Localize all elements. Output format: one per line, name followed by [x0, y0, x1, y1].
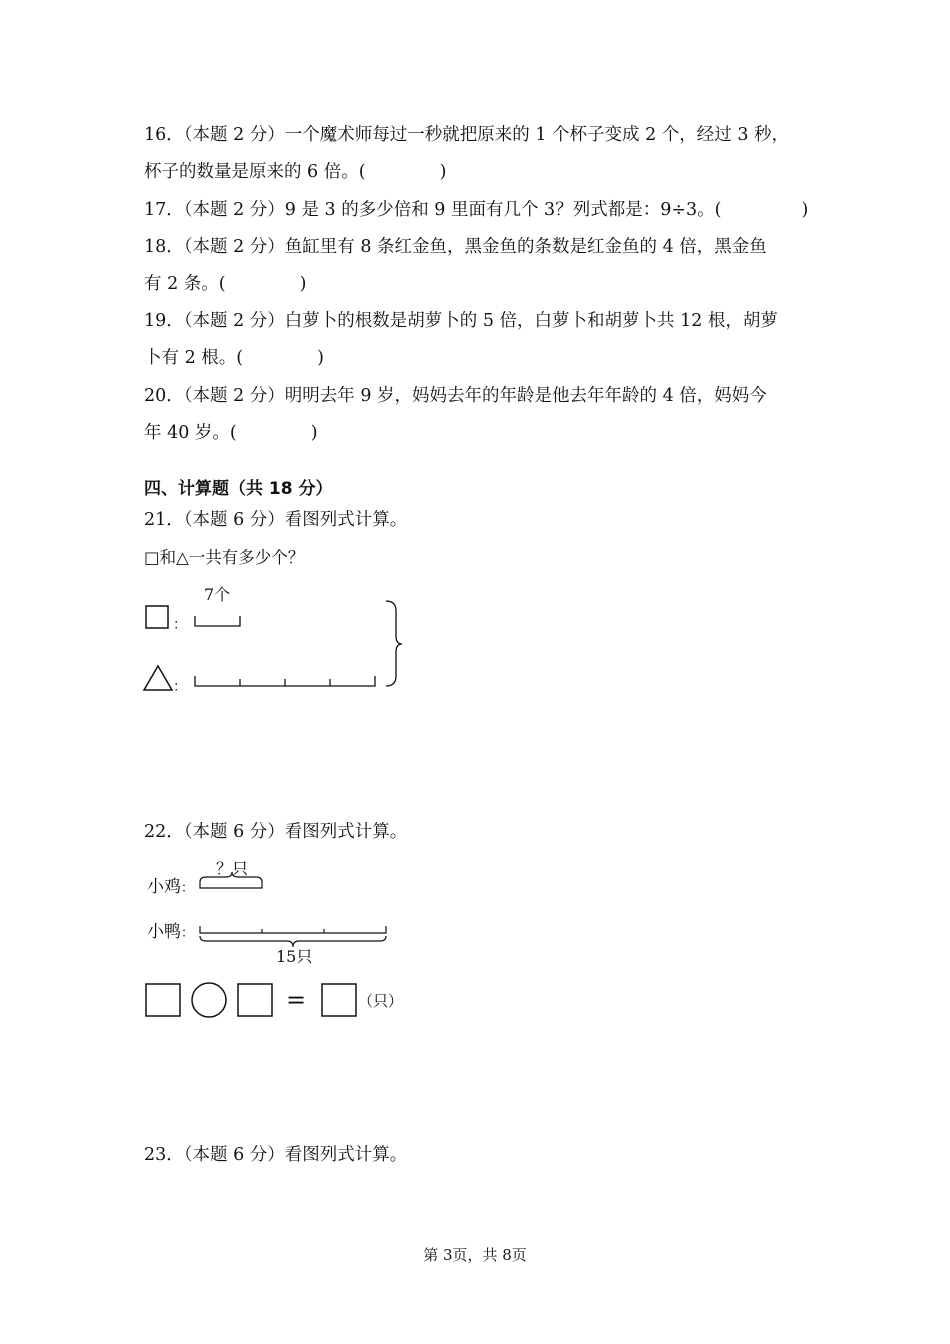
q17-close-paren: )	[801, 200, 809, 220]
q17-line1	[144, 198, 808, 222]
q21-question: □和△一共有多少个？	[144, 548, 305, 567]
q18-line2	[144, 272, 306, 296]
q21-square-segment	[195, 616, 240, 626]
q22-chick-brace-top	[200, 872, 262, 882]
q22-title: 22．（本题 6 分）看图列式计算。	[144, 822, 408, 842]
q22-duck-colon: ：	[181, 926, 195, 941]
q19-line2	[144, 346, 324, 370]
q22-diagram	[144, 852, 444, 1022]
q20-line1: 20．（本题 2 分）明明去年 9 岁，妈妈去年的年龄是他去年年龄的 4 倍，妈妈今	[144, 386, 767, 406]
q23-title: 23．（本题 6 分）看图列式计算。	[144, 1145, 408, 1165]
q21-right-brace	[386, 601, 402, 686]
q22-chick-colon: ：	[181, 881, 195, 896]
q21-title: 21．（本题 6 分）看图列式计算。	[144, 510, 408, 530]
q22-answer-box-1[interactable]	[146, 984, 180, 1016]
q22-duck-text: 小鸭	[147, 922, 181, 942]
q21-triangle-icon	[144, 666, 172, 690]
q16-line2	[144, 160, 446, 184]
q21-square-icon	[146, 606, 168, 628]
q17-line1-text: 17．（本题 2 分）9 是 3 的多少倍和 9 里面有几个 3？列式都是：9÷3。(	[144, 200, 722, 220]
q22-duck-segments	[200, 926, 386, 933]
q18-line2-text: 有 2 条。(	[144, 274, 226, 294]
q19-line1: 19．（本题 2 分）白萝卜的根数是胡萝卜的 5 倍，白萝卜和胡萝卜共 12 根，胡萝	[144, 311, 778, 331]
q22-unit: （只）	[358, 992, 404, 1010]
q16-line1: 16．（本题 2 分）一个魔术师每过一秒就把原来的 1 个杯子变成 2 个，经过 3 秒，	[144, 125, 790, 145]
q21-triangle-segments	[195, 676, 375, 686]
q20-line2-text: 年 40 岁。(	[144, 423, 237, 443]
q16-line2-text: 杯子的数量是原来的 6 倍。(	[144, 162, 366, 182]
q22-question-label: ？只	[216, 859, 249, 878]
q18-close-paren: )	[299, 274, 307, 294]
q22-total-label: 15只	[276, 947, 313, 966]
q16-close-paren: )	[439, 162, 447, 182]
page-footer: 第 3页，共 8页	[423, 1246, 527, 1264]
q18-line1: 18．（本题 2 分）鱼缸里有 8 条红金鱼，黑金鱼的条数是红金鱼的 4 倍，黑金鱼	[144, 237, 767, 257]
q21-top-label: 7个	[204, 585, 231, 604]
q22-operator-circle[interactable]	[192, 983, 226, 1017]
q22-equals-sign: =	[286, 986, 307, 1014]
q22-answer-box-2[interactable]	[238, 984, 272, 1016]
q19-line2-text: 卜有 2 根。(	[144, 348, 244, 368]
section4-heading: 四、计算题（共 18 分）	[144, 479, 333, 499]
q21-square-colon: ：	[173, 617, 187, 633]
q21-diagram	[140, 578, 420, 698]
q20-close-paren: )	[310, 423, 318, 443]
q22-chick-segment	[200, 882, 262, 888]
q20-line2	[144, 421, 318, 445]
q21-triangle-colon: ：	[173, 679, 187, 695]
q21-diagram-svg	[140, 578, 420, 698]
q22-result-box[interactable]	[322, 984, 356, 1016]
q19-close-paren: )	[317, 348, 324, 368]
q22-chick-text: 小鸡	[147, 877, 181, 897]
q22-duck-brace-bottom	[200, 936, 386, 947]
